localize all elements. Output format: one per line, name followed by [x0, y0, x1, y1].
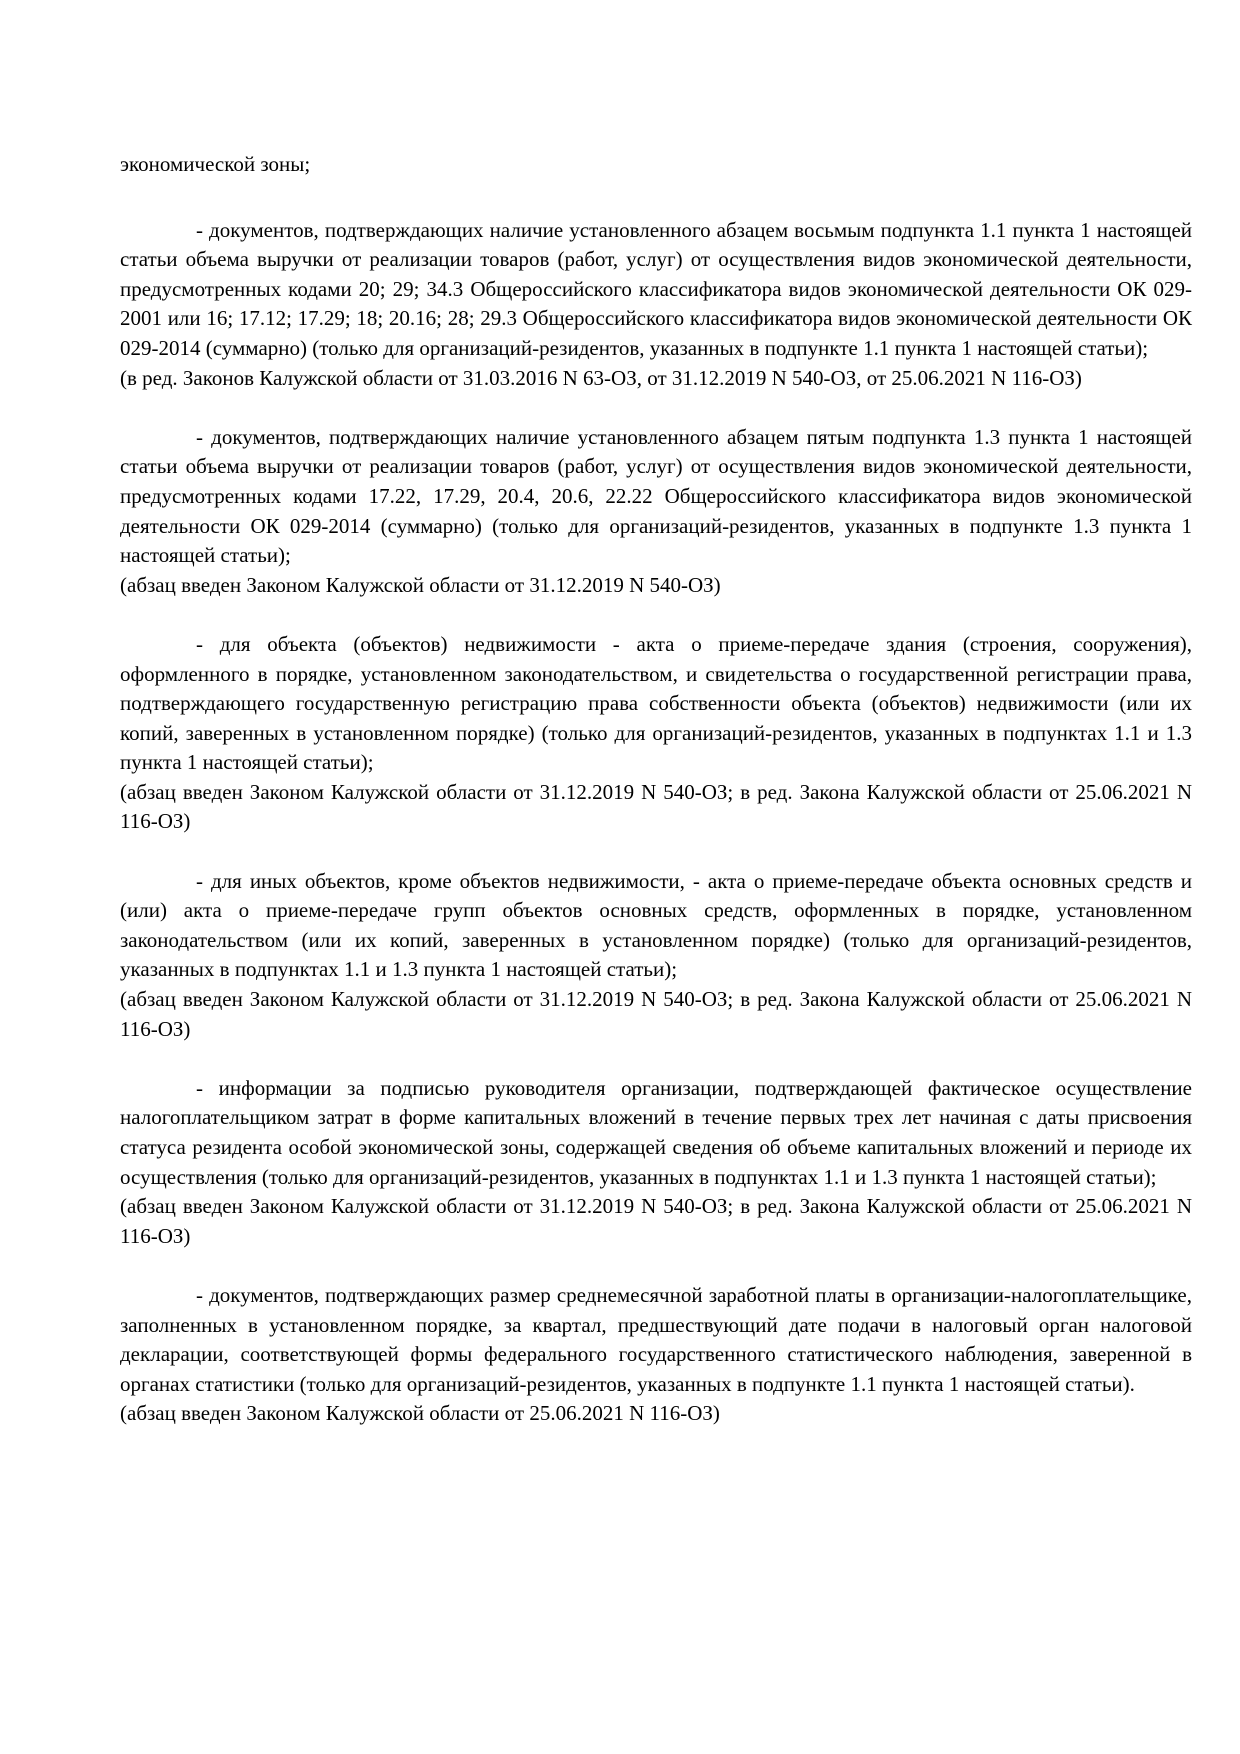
document-page [120, 150, 1192, 1459]
paragraph-revenue-1-3 [120, 423, 1192, 601]
paragraph-text: - для иных объектов, кроме объектов недвижимости, - акта о приеме-передаче объекта основных средств и (или) акта о приеме-передаче групп объектов основных средств, оформленных в порядке, установленном законодательством (или их копий, заверенных в установленном порядке) (только для организаций-резидентов, указанных в подпунктах 1.1 и 1.3 пункта 1 настоящей статьи); [120, 868, 1192, 982]
paragraph-text: - документов, подтверждающих наличие установленного абзацем восьмым подпункта 1.1 пункта 1 настоящей статьи объема выручки от реализации товаров (работ, услуг) от осуществления видов экономической деятельности, предусмотренных кодами 20; 29; 34.3 Общероссийского классификатора видов экономической деятельности ОК 029-2001 или 16; 17.12; 17.29; 18; 20.16; 28; 29.3 Общероссийского классификатора видов экономической деятельности ОК 029-2014 (суммарно) (только для организаций-резидентов, указанных в подпункте 1.1 пункта 1 настоящей статьи); [120, 217, 1192, 360]
continuation-text: экономической зоны; [120, 152, 311, 176]
amendment-note: (абзац введен Законом Калужской области от 31.12.2019 N 540-ОЗ; в ред. Закона Калужской области от 25.06.2021 N 116-ОЗ) [120, 1194, 1192, 1248]
paragraph-text: - документов, подтверждающих наличие установленного абзацем пятым подпункта 1.3 пункта 1 настоящей статьи объема выручки от реализации товаров (работ, услуг) от осуществления видов экономической деятельности, предусмотренных кодами 17.22, 17.29, 20.4, 20.6, 22.22 Общероссийского классификатора видов экономической деятельности ОК 029-2014 (суммарно) (только для организаций-резидентов, указанных в подпункте 1.3 пункта 1 настоящей статьи); [120, 424, 1192, 568]
amendment-note: (абзац введен Законом Калужской области от 31.12.2019 N 540-ОЗ; в ред. Закона Калужской области от 25.06.2021 N 116-ОЗ) [120, 779, 1192, 834]
amendment-note: (абзац введен Законом Калужской области от 31.12.2019 N 540-ОЗ; в ред. Закона Калужской области от 25.06.2021 N 116-ОЗ) [120, 987, 1192, 1041]
paragraph-text: - информации за подписью руководителя организации, подтверждающей фактическое осуществление налогоплательщиком затрат в форме капитальных вложений в течение первых трех лет начиная с даты присвоения статуса резидента особой экономической зоны, содержащей сведения об объеме капитальных вложений и периоде их осуществления (только для организаций-резидентов, указанных в подпунктах 1.1 и 1.3 пункта 1 настоящей статьи); [120, 1075, 1192, 1189]
paragraph-salary [120, 1281, 1192, 1429]
paragraph-text: - документов, подтверждающих размер среднемесячной заработной платы в организации-налогоплательщике, заполненных в установленном порядке, за квартал, предшествующий дате подачи в налоговый орган налоговой декларации, соответствующей формы федерального государственного статистического наблюдения, заверенной в органах статистики (только для организаций-резидентов, указанных в подпункте 1.1 пункта 1 настоящей статьи). [120, 1282, 1192, 1396]
amendment-note: (в ред. Законов Калужской области от 31.03.2016 N 63-ОЗ, от 31.12.2019 N 540-ОЗ, от 25.06.2021 N 116-ОЗ) [120, 365, 1082, 390]
paragraph-text: - для объекта (объектов) недвижимости - акта о приеме-передаче здания (строения, сооружения), оформленного в порядке, установленном законодательством, и свидетельства о государственной регистрации права, подтверждающего государственную регистрацию права собственности объекта (объектов) недвижимости (или их копий, заверенных в установленном порядке) (только для организаций-резидентов, указанных в подпунктах 1.1 и 1.3 пункта 1 настоящей статьи); [120, 631, 1192, 775]
paragraph-other-assets [120, 867, 1192, 1045]
paragraph-real-estate [120, 630, 1192, 837]
paragraph-capital-investment [120, 1074, 1192, 1252]
paragraph-revenue-1-1 [120, 216, 1192, 394]
amendment-note: (абзац введен Законом Калужской области от 25.06.2021 N 116-ОЗ) [120, 1401, 720, 1426]
amendment-note: (абзац введен Законом Калужской области от 31.12.2019 N 540-ОЗ) [120, 572, 721, 597]
